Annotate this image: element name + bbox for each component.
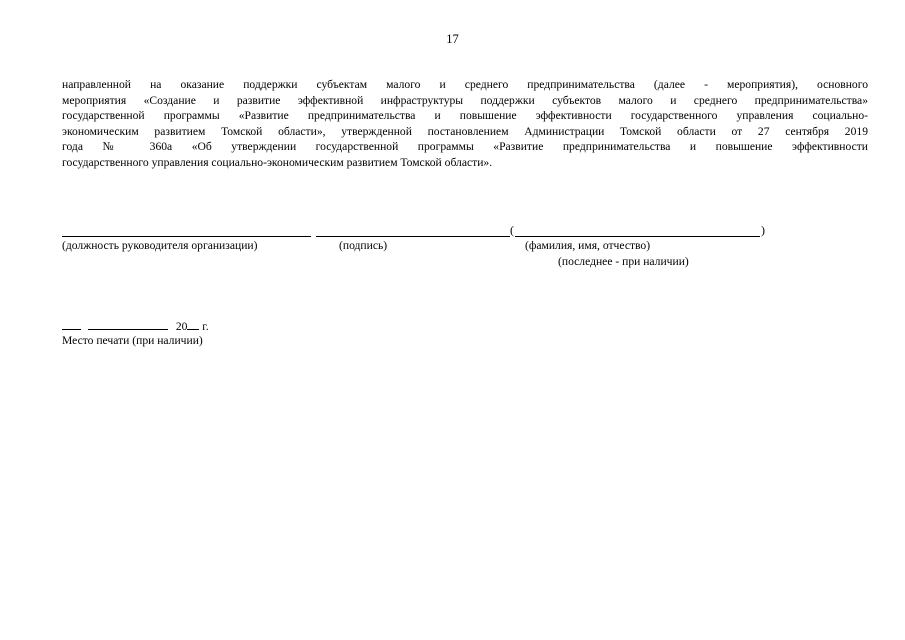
paragraph-line: государственного управления социально-экономическим развитием Томской области». — [62, 155, 493, 169]
name-bracket-close: ) — [761, 223, 765, 237]
day-blank — [62, 318, 81, 330]
signature-caption: (подпись) — [339, 239, 388, 252]
signature-line — [316, 236, 510, 237]
page-number: 17 — [446, 32, 459, 46]
paragraph-line: государственной программы «Развитие предпринимательства и повышение эффективности государственного управления социально- — [62, 109, 868, 123]
month-blank — [88, 318, 168, 330]
position-signature-line — [62, 236, 311, 237]
paragraph-line: мероприятия «Создание и развитие эффективной инфраструктуры поддержки субъектов малого и среднего предпринимательства» — [62, 93, 868, 107]
seal-caption: Место печати (при наличии) — [62, 334, 203, 347]
paragraph-line: года № 360а «Об утверждении государственной программы «Развитие предпринимательства и повышение эффективности — [62, 140, 868, 154]
name-caption: (фамилия, имя, отчество) — [525, 239, 651, 252]
name-note-caption: (последнее - при наличии) — [558, 255, 689, 268]
date-line — [62, 318, 209, 334]
position-caption: (должность руководителя организации) — [62, 239, 258, 252]
year-prefix: 20 — [175, 320, 188, 333]
paragraph-line: направленной на оказание поддержки субъектам малого и среднего предпринимательства (далее - мероприятия), основного — [62, 78, 868, 91]
name-signature-line — [515, 236, 760, 237]
name-bracket-open: ( — [510, 223, 514, 237]
paragraph-line: экономическим развитием Томской области», утвержденной постановлением Администрации Томской области от 27 сентября 2019 — [62, 124, 868, 138]
year-suffix: г. — [199, 320, 209, 333]
year-blank — [187, 318, 199, 330]
body-paragraph — [62, 77, 868, 171]
